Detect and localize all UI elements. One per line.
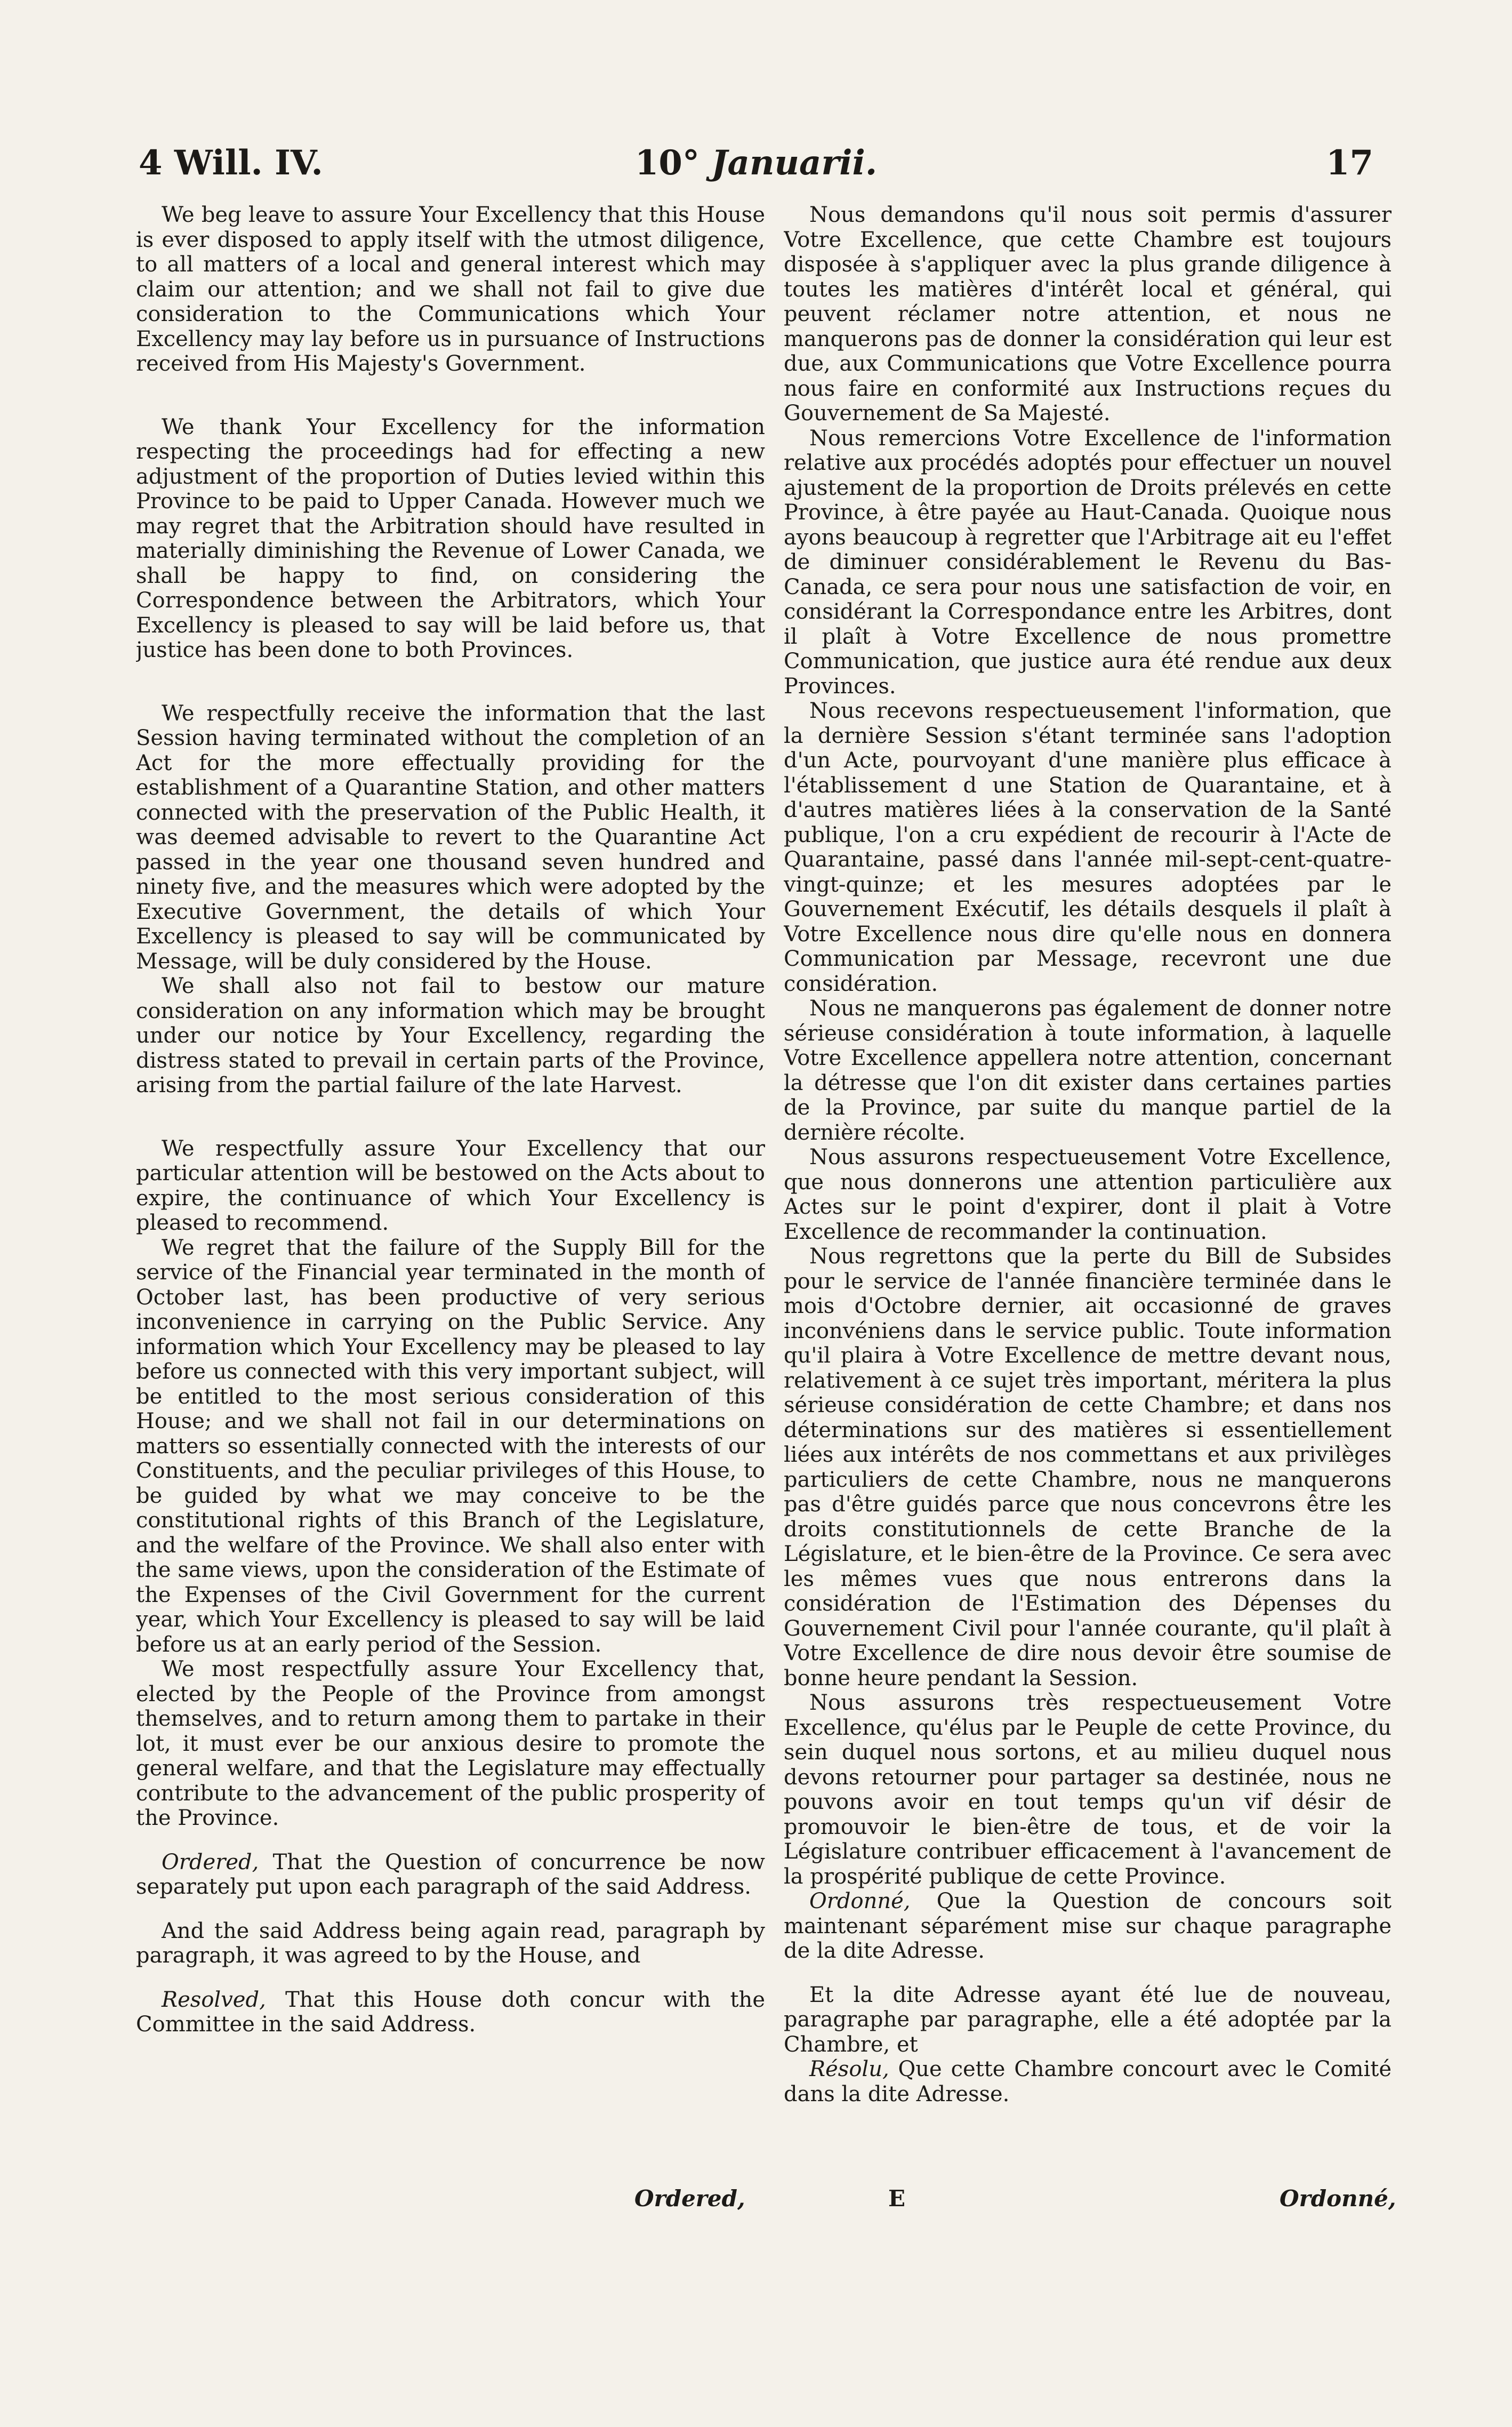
english-column — [136, 203, 765, 2378]
english-paragraph-4: We shall also not fail to bestow our mature consideration on any information which may be brought under our notice by Your Excellency, regarding the distress stated to prevail in certain parts of the Province, arising from the partial failure of the late Harvest. — [136, 974, 765, 1098]
french-paragraph-3: Nous recevons respectueusement l'information, que la dernière Session s'étant terminée sans l'adoption d'un Acte, pourvoyant d'une manière plus efficace à l'établissement d une Station de Quarantaine, et à d'autres matières liées à la conservation de la Santé publique, l'on a cru expédient de recourir à l'Acte de Quarantaine, passé dans l'année mil-sept-cent-quatre-vingt-quinze; et les mesures adoptées par le Gouvernement Exécutif, les détails desquels il plaît à Votre Excellence nous dire qu'elle nous en donnera Communication par Message, recevront une due considération. — [784, 699, 1392, 996]
french-order-text: Que la Question de concours soit maintenant séparément mise sur chaque paragraphe de la dite Adresse. — [784, 1889, 1392, 1963]
french-paragraph-5: Nous assurons respectueusement Votre Excellence, que nous donnerons une attention particulière aux Actes sur le point d'expirer, dont il plait à Votre Excellence de recommander la continuation. — [784, 1145, 1392, 1244]
french-paragraph-7: Nous assurons très respectueusement Votre Excellence, qu'élus par le Peuple de cette Province, du sein duquel nous sortons, et au milieu duquel nous devons retourner pour partager sa destinée, nous ne pouvons avoir en tout temps qu'un vif désir de promouvoir le bien-être de tous, et de voir la Législature contribuer efficacement à l'avancement de la prospérité publique de cette Province. — [784, 1691, 1392, 1889]
english-paragraph-7: We most respectfully assure Your Excellency that, elected by the People of the Province from amongst themselves, and to return among them to partake in their lot, it must ever be our anxious desire to promote the general welfare, and that the Legislature may effectually contribute to the advancement of the public prosperity of the Province. — [136, 1657, 765, 1830]
french-catchword: Ordonné, — [1280, 2185, 1396, 2212]
english-paragraph-2: We thank Your Excellency for the information respecting the proceedings had for effecting a new adjustment of the proportion of Duties levied within this Province to be paid to Upper Canada. However much we may regret that the Arbitration should have resulted in materially diminishing the Revenue of Lower Canada, we shall be happy to find, on considering the Correspondence between the Arbitrators, which Your Excellency is pleased to say will be laid before us, that justice has been done to both Provinces. — [136, 414, 765, 662]
french-paragraph-1: Nous demandons qu'il nous soit permis d'assurer Votre Excellence, que cette Chambre est toujours disposée à s'appliquer avec la plus grande diligence à toutes les matières d'intérêt local et général, qui peuvent réclamer notre attention, et nous ne manquerons pas de donner la considération qui leur est due, aux Communications que Votre Excellence pourra nous faire en conformité aux Instructions reçues du Gouvernement de Sa Majesté. — [784, 203, 1392, 426]
english-order-paragraph — [136, 1850, 765, 1900]
french-paragraph-6: Nous regrettons que la perte du Bill de Subsides pour le service de l'année financière terminée dans le mois d'Octobre dernier, ait occasionné de graves inconvéniens dans le service public. Toute information qu'il plaira à Votre Excellence de mettre devant nous, relativement à ce sujet très important, méritera la plus sérieuse considération de cette Chambre; et dans nos déterminations sur des matières si essentiellement liées aux intérêts de nos commettans et aux privilèges particuliers de cette Chambre, nous ne manquerons pas d'être guidés parce que nous concevrons être les droits constitutionnels de cette Branche de la Législature, et le bien-être de la Province. Ce sera avec les mêmes vues que nous entrerons dans la considération de l'Estimation des Dépenses du Gouvernement Civil pour l'année courante, qu'il plaît à Votre Excellence de dire nous devoir être soumise de bonne heure pendant la Session. — [784, 1244, 1392, 1691]
french-resolution-paragraph — [784, 2057, 1392, 2106]
english-resolution-paragraph — [136, 1988, 765, 2037]
header-date-word: Januarii. — [711, 143, 878, 183]
english-order-text: That the Question of concurrence be now separately put upon each paragraph of the said Address. — [136, 1849, 765, 1899]
english-paragraph-1: We beg leave to assure Your Excellency that this House is ever disposed to apply itself with the utmost diligence, to all matters of a local and general interest which may claim our attention; and we shall not fail to give due consideration to the Communications which Your Excellency may lay before us in pursuance of Instructions received from His Majesty's Government. — [136, 203, 765, 376]
english-catchword: Ordered, — [634, 2185, 745, 2212]
french-resolution-lead: Résolu, — [809, 2057, 889, 2081]
french-resolution-text: Que cette Chambre concourt avec le Comité dans la dite Adresse. — [784, 2057, 1392, 2106]
french-order-paragraph — [784, 1889, 1392, 1964]
english-resolution-text: That this House doth concur with the Committee in the said Address. — [136, 1987, 765, 2037]
header-date-number: 10° — [634, 143, 699, 183]
running-header — [139, 143, 1373, 186]
english-paragraph-5: We respectfully assure Your Excellency that our particular attention will be bestowed on the Acts about to expire, the continuance of which Your Excellency is pleased to recommend. — [136, 1136, 765, 1235]
french-reading-paragraph: Et la dite Adresse ayant été lue de nouveau, paragraphe par paragraphe, elle a été adoptée par la Chambre, et — [784, 1982, 1392, 2057]
french-order-lead: Ordonné, — [809, 1889, 911, 1913]
english-resolution-lead: Resolved, — [162, 1987, 266, 2012]
signature-mark: E — [888, 2185, 906, 2212]
french-paragraph-2: Nous remercions Votre Excellence de l'information relative aux procédés adoptés pour effectuer un nouvel ajustement de la proportion de Droits prélevés en cette Province, à être payée au Haut-Canada. Quoique nous ayons beaucoup à regretter que l'Arbitrage ait eu l'effet de diminuer considérablement le Revenu du Bas-Canada, ce sera pour nous une satisfaction de voir, en considérant la Correspondance entre les Arbitres, dont il plaît à Votre Excellence de nous promettre Communication, que justice aura été rendue aux deux Provinces. — [784, 426, 1392, 699]
page-number: 17 — [1325, 143, 1373, 183]
header-date — [139, 143, 1373, 183]
english-paragraph-3: We respectfully receive the information that the last Session having terminated without the completion of an Act for the more effectually providing for the establishment of a Quarantine Station, and other matters connected with the preservation of the Public Health, it was deemed advisable to revert to the Quarantine Act passed in the year one thousand seven hundred and ninety five, and the measures which were adopted by the Executive Government, the details of which Your Excellency is pleased to say will be communicated by Message, will be duly considered by the House. — [136, 701, 765, 974]
french-column — [784, 203, 1392, 2378]
english-paragraph-6: We regret that the failure of the Supply Bill for the service of the Financial year terminated in the month of October last, has been productive of very serious inconvenience in carrying on the Public Service. Any information which Your Excellency may be pleased to lay before us connected with this very important subject, will be entitled to the most serious consideration of this House; and we shall not fail in our determinations on matters so essentially connected with the interests of our Constituents, and the peculiar privileges of this House, to be guided by what we may conceive to be the constitutional rights of this Branch of the Legislature, and the welfare of the Province. We shall also enter with the same views, upon the consideration of the Estimate of the Expenses of the Civil Government for the current year, which Your Excellency is pleased to say will be laid before us at an early period of the Session. — [136, 1235, 765, 1657]
header-regnal-year: 4 Will. IV. — [139, 143, 323, 183]
english-reading-paragraph: And the said Address being again read, paragraph by paragraph, it was agreed to by the House, and — [136, 1918, 765, 1968]
english-order-lead: Ordered, — [162, 1849, 259, 1875]
french-paragraph-4: Nous ne manquerons pas également de donner notre sérieuse considération à toute information, à laquelle Votre Excellence appellera notre attention, concernant la détresse que l'on dit exister dans certaines parties de la Province, par suite du manque partiel de la dernière récolte. — [784, 996, 1392, 1145]
